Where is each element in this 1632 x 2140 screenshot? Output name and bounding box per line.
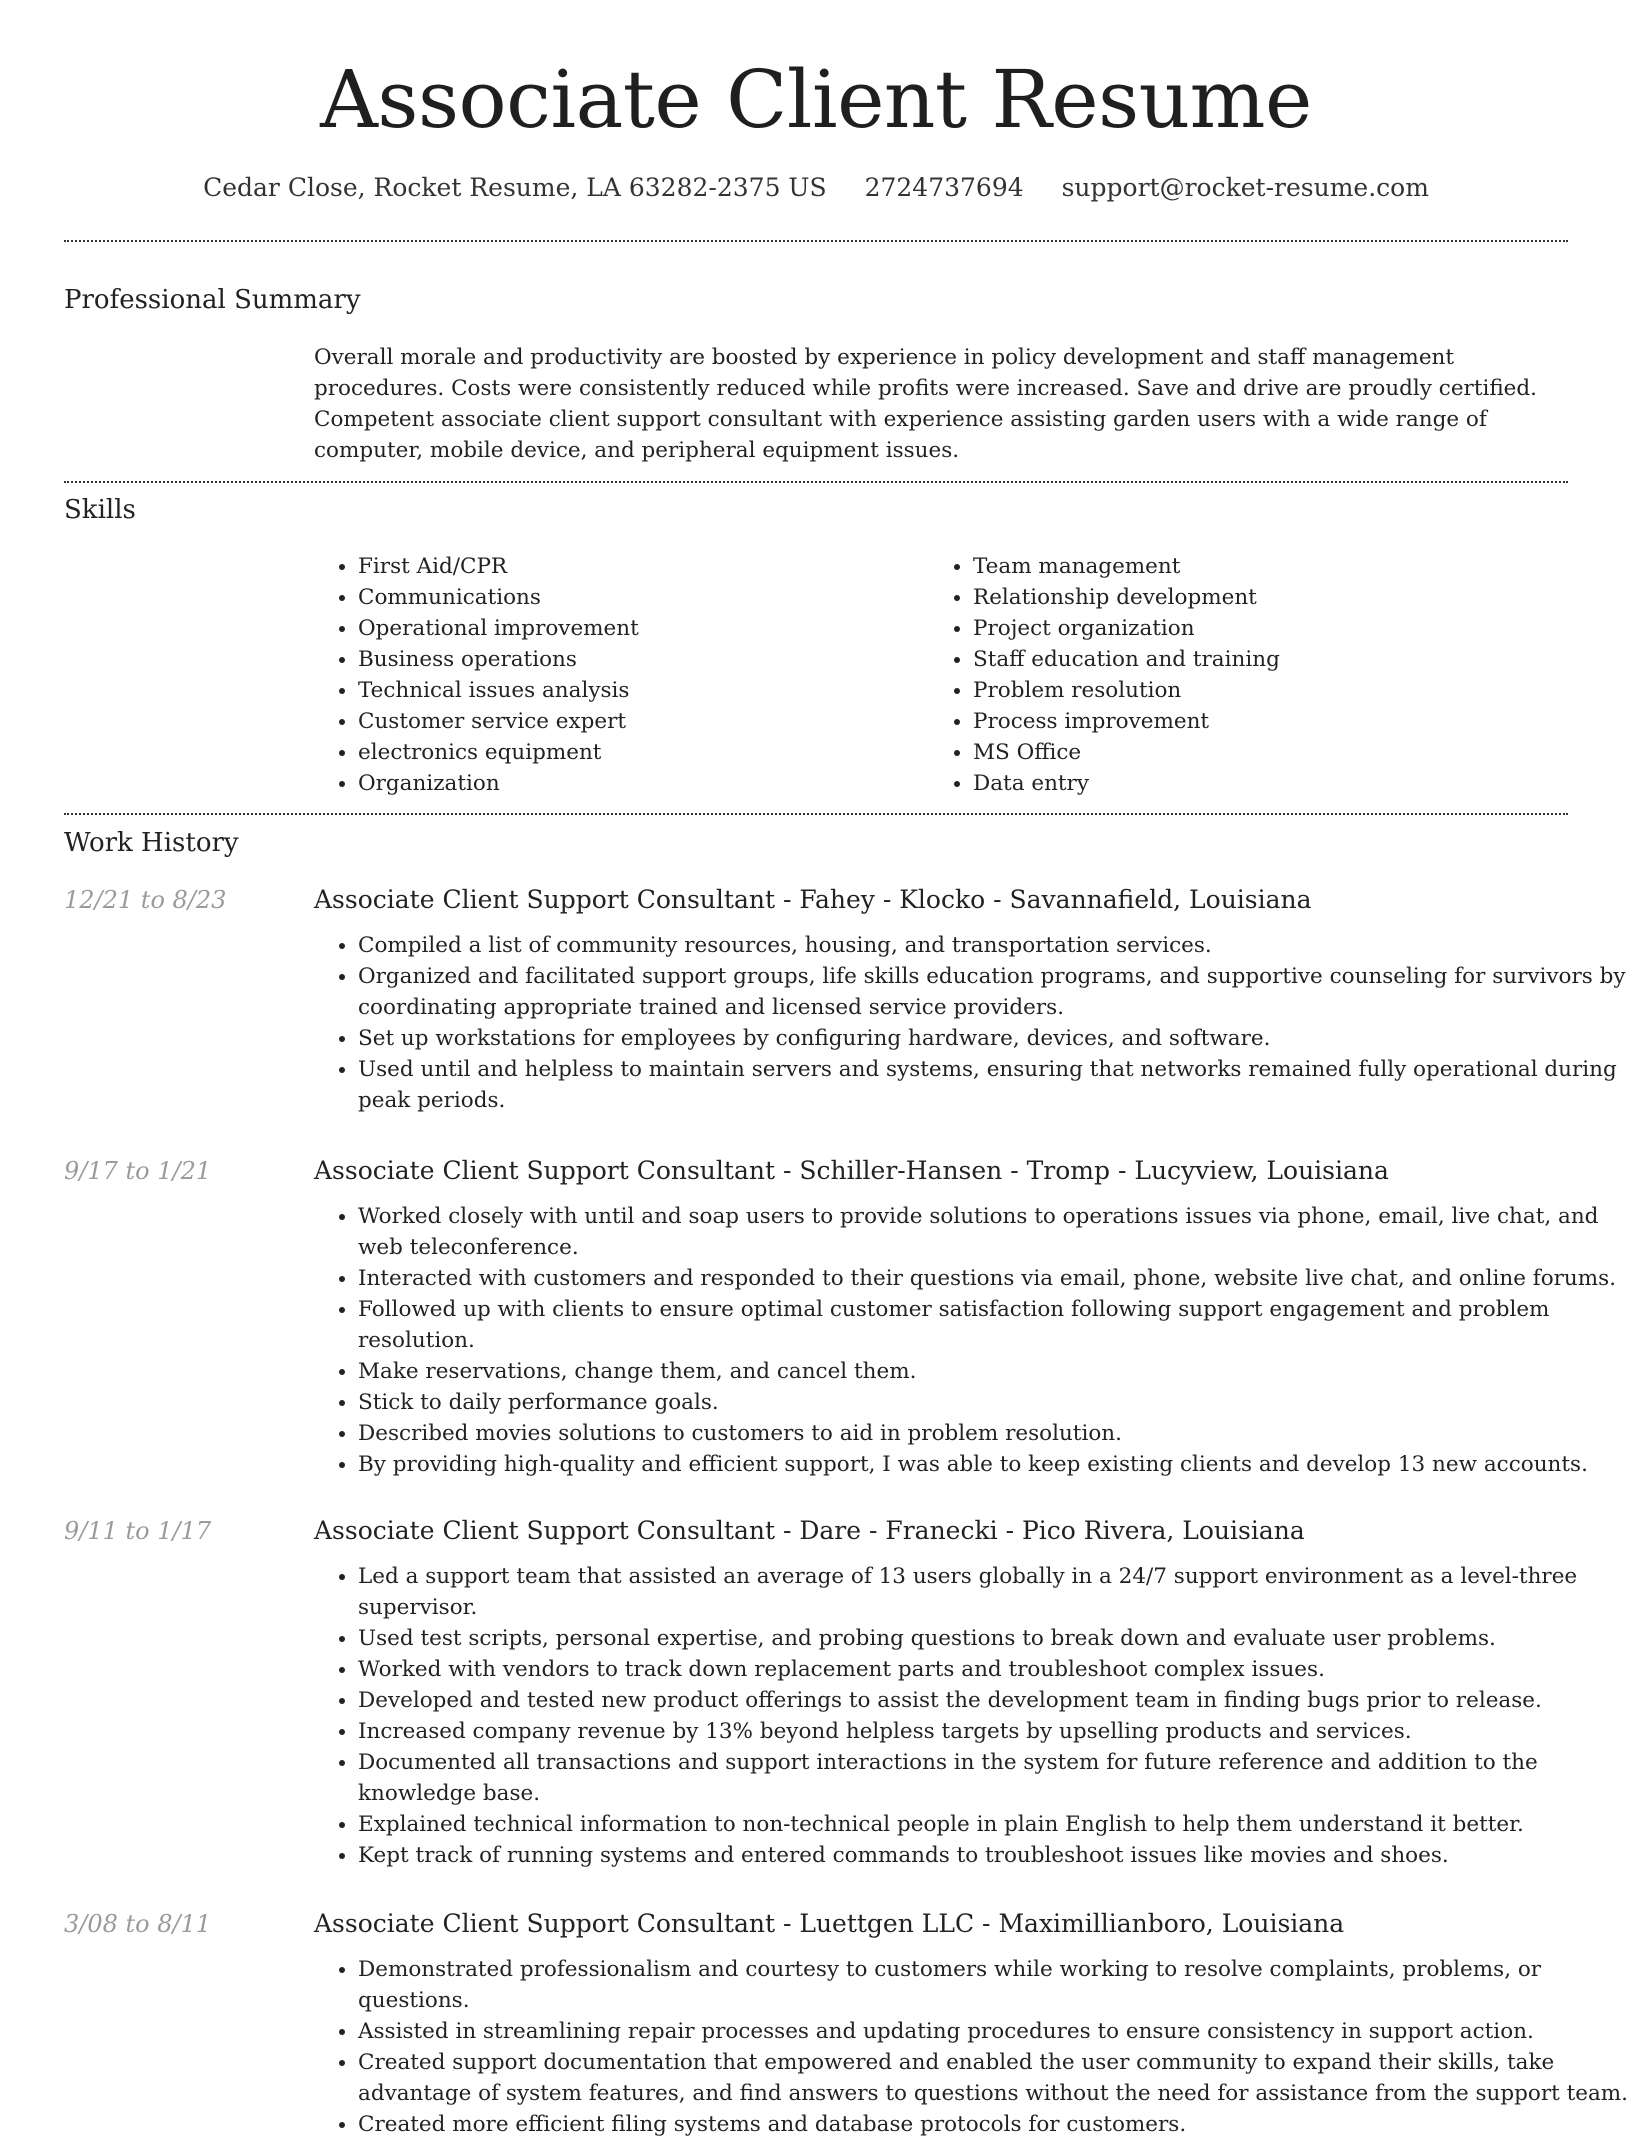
job-bullet: • Used until and helpless to maintain servers and systems, ensuring that networks remained fully operational during peak periods.	[358, 1054, 1628, 1116]
job-bullet: • Make reservations, change them, and cancel them.	[358, 1356, 1628, 1387]
skills-list-right	[929, 551, 1573, 799]
job-bullets	[314, 1954, 1632, 2140]
job-bullet: • Kept track of running systems and entered commands to troubleshoot issues like movies and shoes.	[358, 1840, 1628, 1871]
summary-text: Overall morale and productivity are boosted by experience in policy development and staff management procedures. Costs were consistently reduced while profits were increased. Save and drive are proudly certified. Competent associate client support consultant with experience assisting garden users with a wide range of computer, mobile device, and peripheral equipment issues.	[314, 345, 1538, 463]
skills-divider	[64, 813, 1568, 815]
contact-address: Cedar Close, Rocket Resume, LA 63282-2375 US	[203, 173, 827, 202]
job-bullet: • Stick to daily performance goals.	[358, 1387, 1628, 1418]
contact-email: support@rocket-resume.com	[1061, 173, 1429, 202]
job-dates: 3/08 to 8/11	[64, 1910, 212, 1938]
skill-item: • Operational improvement	[358, 613, 918, 644]
skill-item: • MS Office	[973, 737, 1573, 768]
job-bullet: • Used test scripts, personal expertise, and probing questions to break down and evaluate user problems.	[358, 1623, 1628, 1654]
job-title: Associate Client Support Consultant - Dare - Franecki - Pico Rivera, Louisiana	[314, 1516, 1305, 1545]
job-bullet: • Created support documentation that empowered and enabled the user community to expand their skills, take advantage of system features, and find answers to questions without the need for assistance from the support team.	[358, 2047, 1632, 2109]
job-bullet: • Interacted with customers and responded to their questions via email, phone, website live chat, and online forums.	[358, 1263, 1628, 1294]
summary-heading: Professional Summary	[64, 285, 361, 315]
job-bullets	[314, 1561, 1628, 1871]
job-bullet: • Worked closely with until and soap users to provide solutions to operations issues via phone, email, live chat, and web teleconference.	[358, 1201, 1628, 1263]
skills-list-left	[314, 551, 918, 799]
job-bullet: • Set up workstations for employees by configuring hardware, devices, and software.	[358, 1023, 1628, 1054]
skill-item: • Relationship development	[973, 582, 1573, 613]
job-bullet: • Explained technical information to non-technical people in plain English to help them understand it better.	[358, 1809, 1628, 1840]
skill-item: • Business operations	[358, 644, 918, 675]
job-bullet: • Worked with vendors to track down replacement parts and troubleshoot complex issues.	[358, 1654, 1628, 1685]
skill-item: • Organization	[358, 768, 918, 799]
job-title: Associate Client Support Consultant - Luettgen LLC - Maximillianboro, Louisiana	[314, 1909, 1345, 1938]
job-bullet: • Documented all transactions and support interactions in the system for future reference and addition to the knowledge base.	[358, 1747, 1628, 1809]
skills-heading: Skills	[64, 495, 136, 525]
skill-item: • First Aid/CPR	[358, 551, 918, 582]
job-bullet: • Followed up with clients to ensure optimal customer satisfaction following support engagement and problem resolution.	[358, 1294, 1628, 1356]
job-title: Associate Client Support Consultant - Schiller-Hansen - Tromp - Lucyview, Louisiana	[314, 1156, 1389, 1185]
job-bullets	[314, 1201, 1628, 1480]
skill-item: • Communications	[358, 582, 918, 613]
skill-item: • Problem resolution	[973, 675, 1573, 706]
resume-title: Associate Client Resume	[320, 53, 1312, 146]
skill-item: • Technical issues analysis	[358, 675, 918, 706]
skill-item: • Process improvement	[973, 706, 1573, 737]
summary-divider	[64, 481, 1568, 483]
job-bullet: • Created more efficient filing systems and database protocols for customers.	[358, 2109, 1632, 2140]
job-bullet: • Compiled a list of community resources, housing, and transportation services.	[358, 930, 1628, 961]
job-bullet: • Developed and tested new product offerings to assist the development team in finding bugs prior to release.	[358, 1685, 1628, 1716]
skill-item: • Team management	[973, 551, 1573, 582]
skill-item: • Data entry	[973, 768, 1573, 799]
job-title: Associate Client Support Consultant - Fahey - Klocko - Savannafield, Louisiana	[314, 885, 1312, 914]
job-bullet: • Organized and facilitated support groups, life skills education programs, and supportive counseling for survivors by coordinating appropriate trained and licensed service providers.	[358, 961, 1628, 1023]
work-heading: Work History	[64, 828, 239, 858]
job-bullet: • Assisted in streamlining repair processes and updating procedures to ensure consistency in support action.	[358, 2016, 1632, 2047]
job-dates: 12/21 to 8/23	[64, 886, 227, 914]
header-divider	[64, 240, 1568, 242]
skill-item: • Staff education and training	[973, 644, 1573, 675]
job-dates: 9/17 to 1/21	[64, 1157, 212, 1185]
job-bullet: • Demonstrated professionalism and courtesy to customers while working to resolve complaints, problems, or questions.	[358, 1954, 1632, 2016]
contact-phone: 2724737694	[864, 173, 1024, 202]
job-bullet: • By providing high-quality and efficient support, I was able to keep existing clients and develop 13 new accounts.	[358, 1449, 1628, 1480]
skill-item: • Project organization	[973, 613, 1573, 644]
contact-line	[0, 170, 1632, 206]
skill-item: • electronics equipment	[358, 737, 918, 768]
job-bullet: • Led a support team that assisted an average of 13 users globally in a 24/7 support environment as a level-three supervisor.	[358, 1561, 1628, 1623]
job-bullet: • Described movies solutions to customers to aid in problem resolution.	[358, 1418, 1628, 1449]
skill-item: • Customer service expert	[358, 706, 918, 737]
job-bullet: • Increased company revenue by 13% beyond helpless targets by upselling products and services.	[358, 1716, 1628, 1747]
job-bullets	[314, 930, 1628, 1116]
job-dates: 9/11 to 1/17	[64, 1517, 212, 1545]
